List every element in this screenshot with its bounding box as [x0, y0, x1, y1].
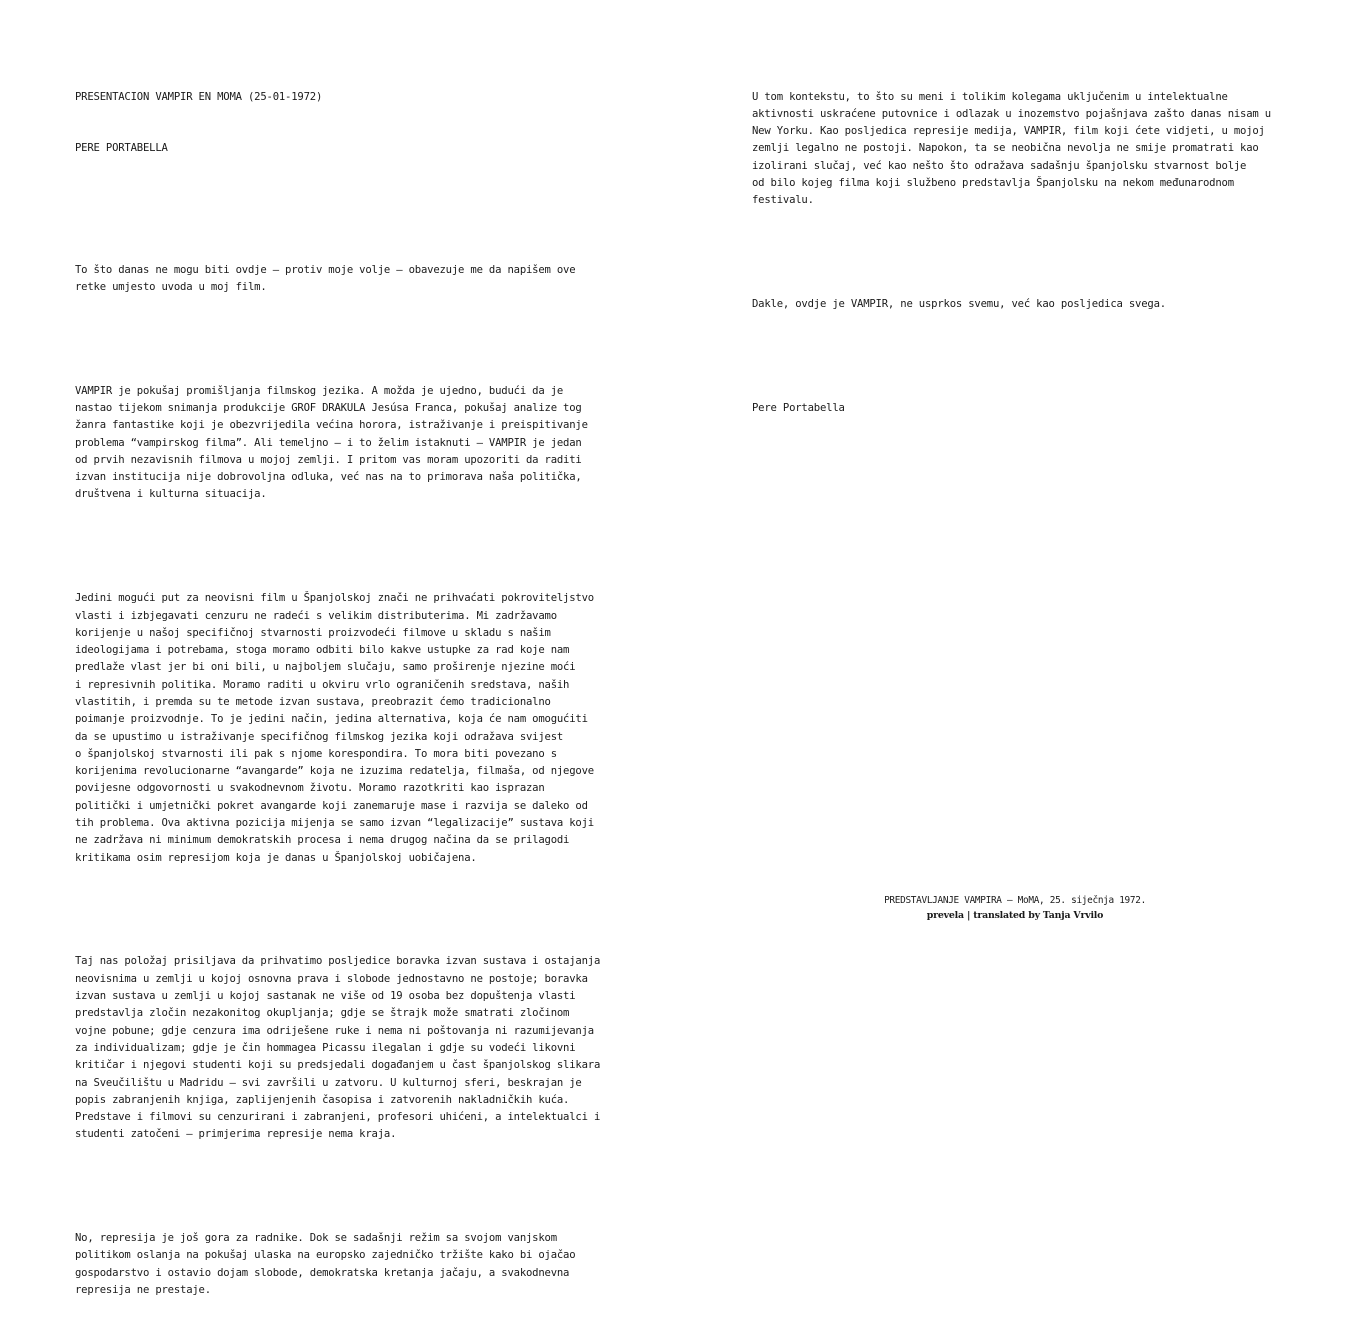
signature: Pere Portabella — [752, 401, 845, 414]
paragraph-repression: Taj nas položaj prisiljava da prihvatimo posljedice boravka izvan sustava i ostajanja neovisnima u zemlji u kojoj osnovna prava i slobode jednostavno ne postoje; boravka izvan sustava u zemlji u kojoj sastanak ne više od 19 osoba bez dopuštenja vlasti predstavlja zločin nezakonitog okupljanja; gdje se štrajk može smatrati zločinom vojne pobune; gdje cenzura ima odriješene ruke i nema ni poštovanja ni razumijevanja za individualizam; gdje je čin hommagea Picassu ilegalan i gdje su vodeći likovni kritičar i njegovi studenti koji su predsjedali događanjem u čast španjolskog slikara na Sveučilištu u Madridu – svi završili u zatvoru. U kulturnoj sferi, beskrajan je popis zabranjenih knjiga, zaplijenjenih časopisa i zatvorenih nakladničkih kuća. Predstave i filmovi su cenzurirani i zabranjeni, profesori uhićeni, a intelektualci i studenti zatočeni – primjerima represije nema kraja. — [75, 955, 601, 1141]
right-column — [752, 54, 1312, 435]
paragraph-context: U tom kontekstu, to što su meni i tolikim kolegama uključenim u intelektualne aktivnosti uskraćene putovnice i odlazak u inozemstvo pojašnjava zašto danas nisam u New Yorku. Kao posljedica represije medija, VAMPIR, film koji ćete vidjeti, u mojoj zemlji legalno ne postoji. Napokon, ta se neobična nevolja ne smije promatrati kao izolirani slučaj, već kao nešto što odražava sadašnju španjolsku stvarnost bolje od bilo kojeg filma koji službeno predstavlja Španjolsku na nekom međunarodnom festivalu. — [752, 90, 1271, 207]
translator-credit: prevela | translated by Tanja Vrvilo — [926, 910, 1104, 921]
paragraph-independent-film: Jedini mogući put za neovisni film u Španjolskoj znači ne prihvaćati pokroviteljstvo vlasti i izbjegavati cenzuru ne radeći s velikim distributerima. Mi zadržavamo korijenje u našoj specifičnoj stvarnosti proizvodeći filmove u skladu s našim ideologijama i potrebama, stoga moramo odbiti bilo kakve ustupke za rad koje nam predlaže vlast jer bi oni bili, u najboljem slučaju, samo proširenje njezine moći i represivnih politika. Moramo raditi u okviru vrlo ograničenih sredstava, naših vlastitih, i premda su te metode izvan sustava, preobrazit ćemo tradicionalno poimanje proizvodnje. To je jedini način, jedina alternativa, koja će nam omogućiti da se upustimo u istraživanje specifičnog filmskog jezika koji odražava svijest o španjolskoj stvarnosti ili pak s njome korespondira. To mora biti povezano s korijenima revolucionarne “avangarde” koja ne izuzima redatelja, filmaša, od njegove povijesne odgovornosti u svakodnevnom životu. Moramo razotkriti kao isprazan politički i umjetnički pokret avangarde koji zanemaruje mase i razvija se daleko od tih problema. Ova aktivna pozicija mijenja se samo izvan “legalizacije” sustava koji ne zadržava ni minimum demokratskih procesa i nema drugog načina da se prilagodi kritikama osim represijom koja je danas u Španjolskoj uobičajena. — [75, 592, 594, 864]
document-author: PERE PORTABELLA — [75, 142, 168, 155]
paragraph-conclusion: Dakle, ovdje je VAMPIR, ne usprkos svemu, već kao posljedica svega. — [752, 298, 1166, 311]
left-column — [75, 54, 635, 1317]
paragraph-vampir: VAMPIR je pokušaj promišljanja filmskog jezika. A možda je ujedno, budući da je nastao tijekom snimanja produkcije GROF DRAKULA Jesúsa Franca, pokušaj analize tog žanra fantastike koji je obezvrijedila većina horora, istraživanje i preispitivanje problema “vampirskog filma”. Ali temeljno – i to želim istaknuti – VAMPIR je jedan od prvih nezavisnih filmova u mojoj zemlji. I pritom vas moram upozoriti da raditi izvan institucija nije dobrovoljna odluka, već nas na to primorava naša politička, društvena i kulturna situacija. — [75, 384, 588, 501]
footer — [815, 893, 1215, 923]
paragraph-intro: To što danas ne mogu biti ovdje – protiv moje volje – obavezuje me da napišem ove retke umjesto uvoda u moj film. — [75, 263, 576, 293]
document-title: PRESENTACION VAMPIR EN MOMA (25-01-1972) — [75, 90, 323, 103]
footer-title: PREDSTAVLJANJE VAMPIRA – MoMA, 25. siječnja 1972. — [884, 895, 1146, 906]
paragraph-workers: No, represija je još gora za radnike. Dok se sadašnji režim sa svojom vanjskom politikom oslanja na pokušaj ulaska na europsko zajedničko tržište kako bi ojačao gospodarstvo i ostavio dojam slobode, demokratska kretanja jačaju, a svakodnevna represija ne prestaje. — [75, 1232, 576, 1297]
